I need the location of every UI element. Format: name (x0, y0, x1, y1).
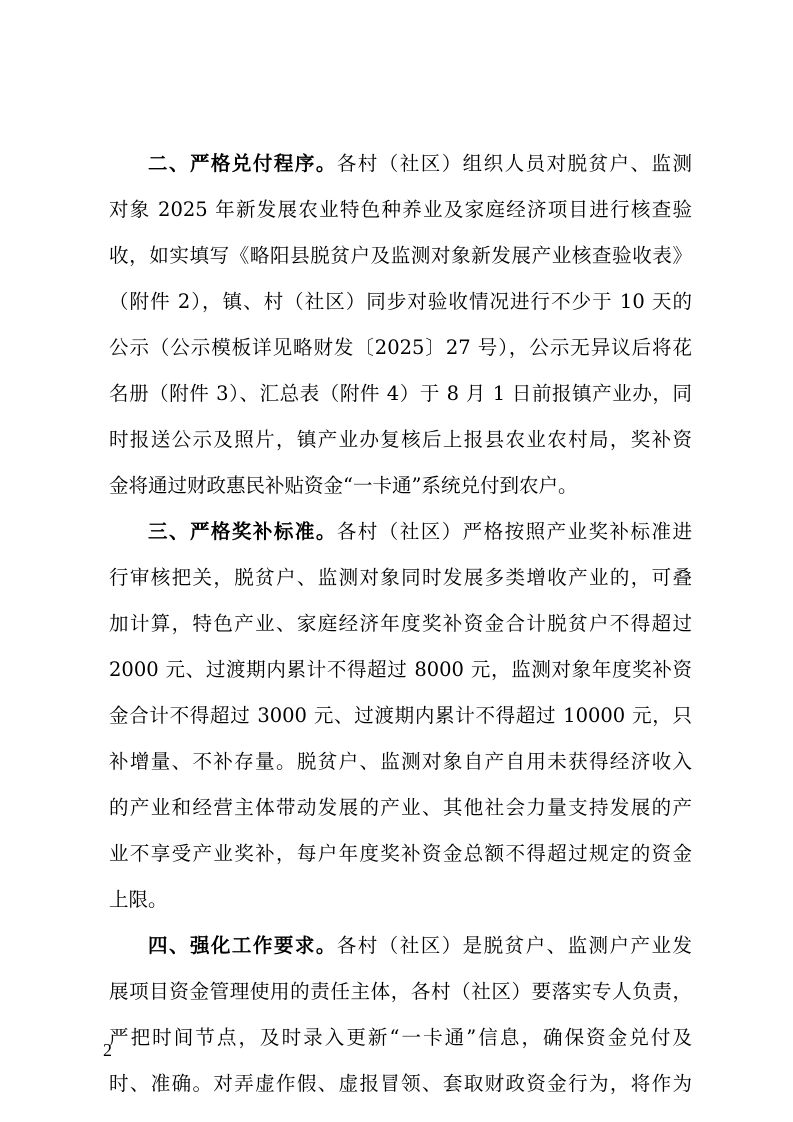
section-2-line-5: 公示（公示模板详见略财发〔2025〕27 号），公示无异议后将花 (109, 336, 692, 359)
section-3-line-4: 2000 元、过渡期内累计不得超过 8000 元，监测对象年度奖补资 (109, 658, 692, 681)
section-3-line-5: 金合计不得超过 3000 元、过渡期内累计不得超过 10000 元，只 (109, 704, 692, 727)
section-2-line-4: （附件 2），镇、村（社区）同步对验收情况进行不少于 10 天的 (109, 290, 692, 313)
document-body (109, 141, 692, 1107)
section-4-line-4: 时、准确。对弄虚作假、虚报冒领、套取财政资金行为，将作为 (109, 1072, 692, 1095)
section-4-first-line (109, 923, 692, 969)
section-3-line-3: 加计算，特色产业、家庭经济年度奖补资金合计脱贫户不得超过 (109, 612, 692, 635)
section-3-line-7: 的产业和经营主体带动发展的产业、其他社会力量支持发展的产 (109, 796, 692, 819)
section-3-line-6: 补增量、不补存量。脱贫户、监测对象自产自用未获得经济收入 (109, 750, 692, 773)
section-2-line-8: 金将通过财政惠民补贴资金“一卡通”系统兑付到农户。 (109, 474, 578, 497)
section-4-line-2: 展项目资金管理使用的责任主体，各村（社区）要落实专人负责， (109, 980, 692, 1003)
section-2-line-6: 名册（附件 3）、汇总表（附件 4）于 8 月 1 日前报镇产业办，同 (109, 382, 692, 405)
section-4-heading: 四、强化工作要求。 (148, 934, 337, 957)
section-2-line-3: 收，如实填写《略阳县脱贫户及监测对象新发展产业核查验收表》 (109, 244, 692, 267)
section-3-heading: 三、严格奖补标准。 (148, 520, 337, 543)
page-number: 2 (103, 1040, 112, 1060)
section-2-line-2: 对象 2025 年新发展农业特色种养业及家庭经济项目进行核查验 (109, 198, 692, 221)
section-3-line-8: 业不享受产业奖补，每户年度奖补资金总额不得超过规定的资金 (109, 842, 692, 865)
section-4-line-3: 严把时间节点，及时录入更新“一卡通”信息，确保资金兑付及 (109, 1026, 692, 1049)
section-2-line-7: 时报送公示及照片，镇产业办复核后上报县农业农村局，奖补资 (109, 428, 692, 451)
section-3-line-9: 上限。 (109, 888, 168, 911)
section-3-first-line (109, 509, 692, 555)
section-4-line-1: 各村（社区）是脱贫户、监测户产业发 (336, 934, 692, 957)
section-3-line-1: 各村（社区）严格按照产业奖补标准进 (336, 520, 692, 543)
section-3-line-2: 行审核把关，脱贫户、监测对象同时发展多类增收产业的，可叠 (109, 566, 692, 589)
section-2-heading: 二、严格兑付程序。 (148, 152, 337, 175)
section-2-line-1: 各村（社区）组织人员对脱贫户、监测 (336, 152, 692, 175)
section-2-first-line (109, 141, 692, 187)
